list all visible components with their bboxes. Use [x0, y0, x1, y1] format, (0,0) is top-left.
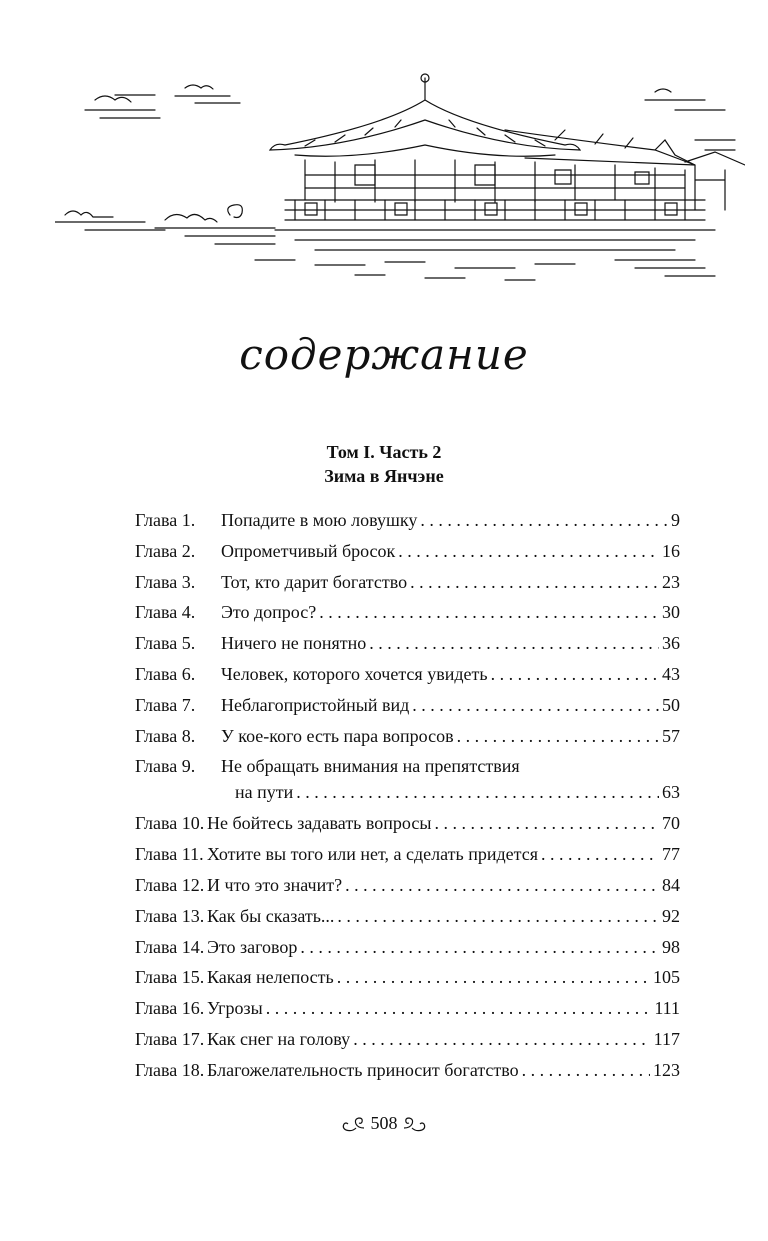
dot-leader: [420, 510, 668, 531]
chapter-number: Глава 3.: [135, 571, 196, 592]
toc-entry[interactable]: [135, 998, 680, 1029]
dot-leader: [541, 844, 659, 865]
volume-part-label: Том I. Часть 2: [326, 442, 442, 462]
page-title: содержание: [239, 330, 529, 379]
page-ref: 105: [653, 967, 680, 988]
page-ref: 63: [662, 782, 680, 803]
dot-leader: [434, 813, 659, 834]
toc-entry[interactable]: [135, 813, 680, 844]
page-ref: 111: [654, 998, 680, 1019]
dot-leader: [337, 967, 650, 988]
chapter-number: Глава 16.: [135, 998, 205, 1019]
chapter-title: Не обращать внимания на препятствия: [221, 756, 520, 777]
chapter-title: Попадите в мою ловушку: [221, 510, 418, 530]
toc-entry[interactable]: [135, 633, 680, 664]
page-ref: 9: [671, 510, 680, 530]
page-ref: 57: [662, 725, 680, 746]
chapter-number: Глава 9.: [135, 756, 196, 777]
chapter-number: Глава 15.: [135, 967, 205, 988]
dot-leader: [296, 782, 659, 803]
dot-leader: [491, 664, 659, 685]
chapter-number: Глава 4.: [135, 602, 196, 623]
chapter-title: Неблагопристойный вид: [221, 694, 410, 715]
page-ref: 30: [662, 602, 680, 623]
dot-leader: [266, 998, 652, 1019]
toc-entry[interactable]: [135, 937, 680, 968]
chapter-title: У кое-кого есть пара вопросов: [221, 725, 454, 746]
chapter-title: Хотите вы того или нет, а сделать придется: [207, 844, 538, 865]
dot-leader: [319, 602, 659, 623]
chapter-title: Благожелательность приносит богатство: [207, 1059, 519, 1080]
chapter-title: Это допрос?: [221, 602, 317, 623]
chapter-number: Глава 7.: [135, 694, 196, 715]
chapter-title-continued: на пути: [235, 782, 294, 803]
volume-subtitle: Зима в Янчэне: [324, 466, 444, 486]
toc-entry[interactable]: [135, 664, 680, 695]
toc-entry[interactable]: [135, 844, 680, 875]
page-ref: 84: [662, 874, 680, 895]
toc-entry[interactable]: [135, 967, 680, 998]
toc-entry[interactable]: [135, 726, 680, 757]
dot-leader: [410, 572, 659, 593]
page-number: 508: [370, 1113, 398, 1133]
chapter-number: Глава 1.: [135, 510, 196, 530]
page-ref: 117: [653, 1028, 680, 1049]
dot-leader: [300, 937, 659, 958]
toc-entry[interactable]: [135, 1060, 680, 1091]
chapter-number: Глава 11.: [135, 844, 204, 865]
volume-heading: [0, 440, 768, 488]
dot-leader: [398, 541, 659, 562]
page-ref: 77: [662, 844, 680, 865]
page-ref: 70: [662, 813, 680, 834]
chapter-number: Глава 5.: [135, 633, 196, 654]
page-ref: 123: [653, 1059, 680, 1080]
palace-illustration-icon: [55, 70, 745, 290]
toc-entry[interactable]: [135, 541, 680, 572]
toc-entry[interactable]: [135, 572, 680, 603]
chapter-title: Ничего не понятно: [221, 633, 367, 654]
chapter-number: Глава 14.: [135, 936, 205, 957]
chapter-title: Как снег на голову: [207, 1028, 351, 1049]
chapter-title: Как бы сказать...: [207, 905, 335, 926]
chapter-number: Глава 10.: [135, 813, 205, 834]
toc-entry[interactable]: [135, 602, 680, 633]
chapter-number: Глава 12.: [135, 874, 205, 895]
toc-entry[interactable]: [135, 1029, 680, 1060]
page-ref: 50: [662, 694, 680, 715]
chapter-number: Глава 8.: [135, 725, 196, 746]
toc-entry[interactable]: [135, 875, 680, 906]
cloud-swirl-left-icon: [340, 1116, 366, 1134]
dot-leader: [345, 875, 659, 896]
page-ref: 16: [662, 540, 680, 561]
dot-leader: [337, 906, 659, 927]
chapter-number: Глава 13.: [135, 905, 205, 926]
page-footer: [0, 1113, 768, 1134]
page-ref: 43: [662, 663, 680, 684]
page-ref: 92: [662, 905, 680, 926]
chapter-number: Глава 17.: [135, 1028, 205, 1049]
dot-leader: [412, 695, 659, 716]
toc-entry[interactable]: [135, 695, 680, 726]
chapter-title: И что это значит?: [207, 874, 343, 895]
toc-entry[interactable]: [135, 756, 680, 813]
dot-leader: [369, 633, 659, 654]
dot-leader: [522, 1060, 650, 1081]
dot-leader: [457, 726, 659, 747]
page-ref: 98: [662, 936, 680, 957]
chapter-title: Какая нелепость: [207, 967, 334, 988]
chapter-number: Глава 6.: [135, 663, 196, 684]
chapter-title: Человек, которого хочется увидеть: [221, 663, 488, 684]
dot-leader: [353, 1029, 650, 1050]
chapter-title: Это заговор: [207, 936, 298, 957]
page-ref: 36: [662, 633, 680, 654]
chapter-title: Опрометчивый бросок: [221, 540, 396, 561]
page-ref: 23: [662, 571, 680, 592]
table-of-contents: [135, 510, 680, 1091]
toc-entry[interactable]: [135, 906, 680, 937]
chapter-title: Угрозы: [207, 998, 263, 1019]
chapter-number: Глава 2.: [135, 540, 196, 561]
chapter-number: Глава 18.: [135, 1059, 205, 1080]
toc-entry[interactable]: [135, 510, 680, 541]
chapter-title: Не бойтесь задавать вопросы: [207, 813, 432, 834]
cloud-swirl-right-icon: [402, 1116, 428, 1134]
chapter-title: Тот, кто дарит богатство: [221, 571, 408, 592]
